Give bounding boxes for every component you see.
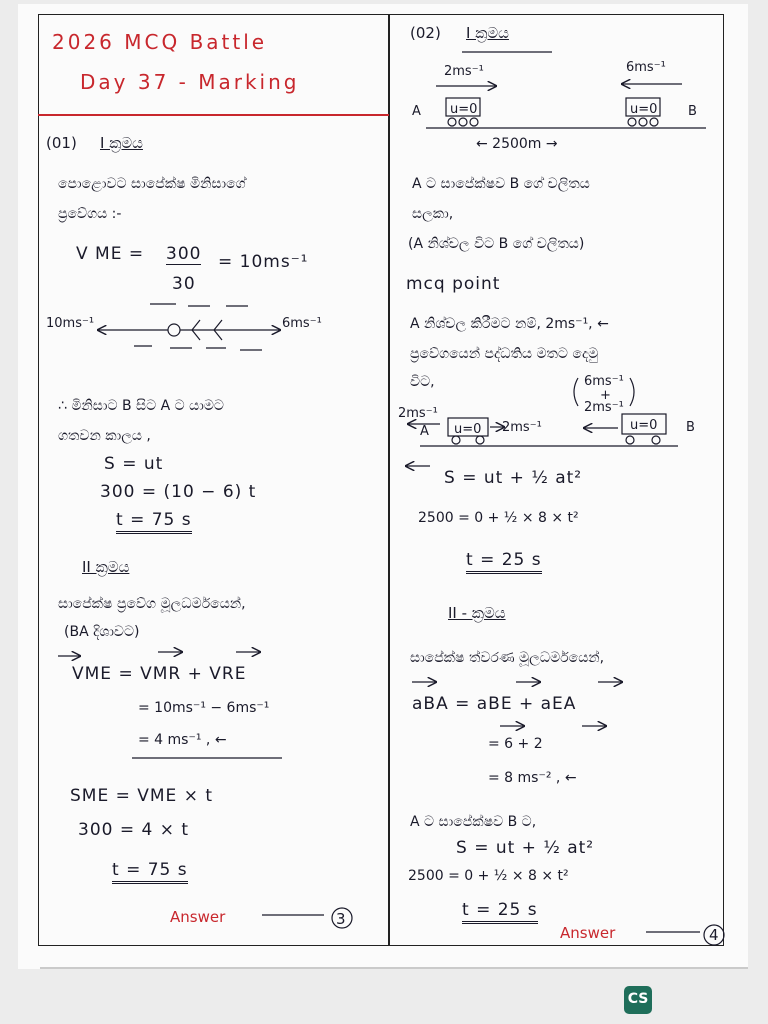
q1-m2-eq1: VME = VMR + VRE bbox=[72, 664, 247, 684]
q1-m2-eq3: = 4 ms⁻¹ , ← bbox=[138, 732, 227, 748]
q2-label-b: B bbox=[688, 104, 697, 119]
wheel-icon bbox=[626, 436, 634, 444]
q1-m2-line2: (BA දිශාවට) bbox=[64, 624, 140, 640]
q1-diagram-right-speed: 6ms⁻¹ bbox=[282, 316, 322, 331]
q2-speed-a: 2ms⁻¹ bbox=[444, 64, 484, 79]
q1-method1-label: I ක්‍රමය bbox=[100, 134, 143, 152]
cart-b-icon bbox=[626, 98, 660, 116]
q2-m2-eq2: = 6 + 2 bbox=[488, 736, 543, 752]
q2-m1-eq2: 2500 = 0 + ½ × 8 × t² bbox=[418, 510, 579, 526]
q2-diag2-label-a: A bbox=[420, 424, 429, 439]
q1-m2-eq2: = 10ms⁻¹ − 6ms⁻¹ bbox=[138, 700, 270, 716]
cart-a-icon bbox=[448, 418, 488, 436]
q2-label-a: A bbox=[412, 104, 421, 119]
wheel-icon bbox=[652, 436, 660, 444]
q2-rel-top: 6ms⁻¹ bbox=[584, 374, 624, 389]
q1-answer-label: Answer bbox=[170, 908, 226, 926]
q2-m2-eq1: aBA = aBE + aEA bbox=[412, 694, 577, 714]
q2-diag2-left: 2ms⁻¹ bbox=[398, 406, 438, 421]
q2-method1-label: I ක්‍රමය bbox=[466, 24, 509, 42]
q2-m2-eq4: S = ut + ½ at² bbox=[456, 838, 595, 858]
q2-answer-label: Answer bbox=[560, 924, 616, 942]
q2-m1-line2: සලකා, bbox=[412, 206, 454, 222]
q2-method2-label: II - ක්‍රමය bbox=[448, 604, 506, 622]
q1-m2-eq4: SME = VME × t bbox=[70, 786, 214, 806]
camscanner-logo: CS bbox=[624, 986, 652, 1014]
wheel-icon bbox=[448, 118, 456, 126]
q2-m1-line5: ප්‍රවේගයෙන් පද්ධතිය මතට දෙමු bbox=[410, 346, 599, 362]
wheel-icon bbox=[452, 436, 460, 444]
wheel-icon bbox=[470, 118, 478, 126]
q2-cart-b-text: u=0 bbox=[630, 102, 658, 117]
q1-m1-line2: ප්‍රවේගය :- bbox=[58, 206, 122, 222]
q2-m2-eq6: t = 25 s bbox=[462, 900, 538, 924]
q2-relative-diagram bbox=[406, 378, 678, 466]
wheel-icon bbox=[639, 118, 647, 126]
q2-m2-eq3: = 8 ms⁻² , ← bbox=[488, 770, 577, 786]
wheel-icon bbox=[650, 118, 658, 126]
q2-diag2-label-b: B bbox=[686, 420, 695, 435]
q2-m1-line4: A නිශ්චල කිරීමට නම්, 2ms⁻¹, ← bbox=[410, 316, 609, 332]
q1-vme-label: V ME = bbox=[76, 244, 145, 264]
q2-mcq-point: mcq point bbox=[406, 274, 501, 294]
q1-m2-line1: සාපේක්ෂ ප්‍රවේග මූලධර්මයෙන්, bbox=[58, 596, 246, 612]
wheel-icon bbox=[476, 436, 484, 444]
q1-number: (01) bbox=[46, 134, 77, 152]
bracket-left bbox=[574, 378, 578, 406]
q2-m1-line6: විට, bbox=[410, 374, 435, 390]
q2-vector-marks bbox=[412, 682, 724, 945]
q1-m1-line1: පොළොවට සාපේක්ෂ මිනිසාගේ bbox=[58, 176, 246, 192]
q2-carts-diagram bbox=[426, 52, 706, 128]
q1-fraction-num: 300 bbox=[166, 244, 202, 264]
q2-answer-value: 4 bbox=[709, 926, 719, 944]
q1-m1-line4: ගතවන කාලය , bbox=[58, 428, 151, 444]
q1-river-diagram bbox=[98, 304, 280, 350]
q2-distance: ← 2500m → bbox=[476, 136, 558, 152]
q2-diag2-mid: 2ms⁻¹ bbox=[502, 420, 542, 435]
q2-m1-line3: (A නිශ්චල විට B ගේ චලිතය) bbox=[408, 236, 585, 252]
wheel-icon bbox=[628, 118, 636, 126]
q2-m2-eq5: 2500 = 0 + ½ × 8 × t² bbox=[408, 868, 569, 884]
cart-b-icon bbox=[622, 414, 666, 434]
wheel-icon bbox=[459, 118, 467, 126]
q2-diag2-cart-b: u=0 bbox=[630, 418, 658, 433]
cart-a-icon bbox=[446, 98, 480, 116]
q2-m1-line1: A ට සාපේක්ෂව B ගේ චලිතය bbox=[412, 176, 590, 192]
answer-circle-icon bbox=[332, 908, 352, 928]
q1-m1-eq2: 300 = (10 − 6) t bbox=[100, 482, 257, 502]
q1-m1-eq3: t = 75 s bbox=[116, 510, 192, 534]
q2-rel-bot: 2ms⁻¹ bbox=[584, 400, 624, 415]
header-title-line1: 2026 MCQ Battle bbox=[52, 30, 268, 54]
q2-number: (02) bbox=[410, 24, 441, 42]
bracket-right bbox=[630, 378, 634, 406]
header-title-line2: Day 37 - Marking bbox=[80, 70, 300, 94]
answer-circle-icon bbox=[704, 925, 724, 945]
q1-diagram-left-speed: 10ms⁻¹ bbox=[46, 316, 95, 331]
q2-m2-line1: සාපේක්ෂ ත්වරණ මූලධර්මයෙන්, bbox=[410, 650, 605, 666]
q1-m2-eq5: 300 = 4 × t bbox=[78, 820, 190, 840]
q2-rel-plus: + bbox=[600, 388, 611, 403]
q1-m1-eq1: S = ut bbox=[104, 454, 164, 474]
q2-m1-eq3: t = 25 s bbox=[466, 550, 542, 574]
q1-answer-value: 3 bbox=[336, 910, 346, 928]
q2-cart-a-text: u=0 bbox=[450, 102, 478, 117]
q2-diag2-cart-a: u=0 bbox=[454, 422, 482, 437]
q2-m2-line2: A ට සාපේක්ෂව B ට, bbox=[410, 814, 537, 830]
man-circle-icon bbox=[168, 324, 180, 336]
q2-m1-eq1: S = ut + ½ at² bbox=[444, 468, 583, 488]
q2-speed-b: 6ms⁻¹ bbox=[626, 60, 666, 75]
q1-vector-marks bbox=[58, 652, 352, 928]
q1-fraction-den: 30 bbox=[172, 274, 196, 294]
q1-method2-label: II ක්‍රමය bbox=[82, 558, 130, 576]
q1-m2-eq6: t = 75 s bbox=[112, 860, 188, 884]
q1-m1-line3: ∴ මිනිසාට B සිට A ට යාමට bbox=[58, 398, 224, 414]
q1-vme-result: = 10ms⁻¹ bbox=[218, 252, 309, 272]
